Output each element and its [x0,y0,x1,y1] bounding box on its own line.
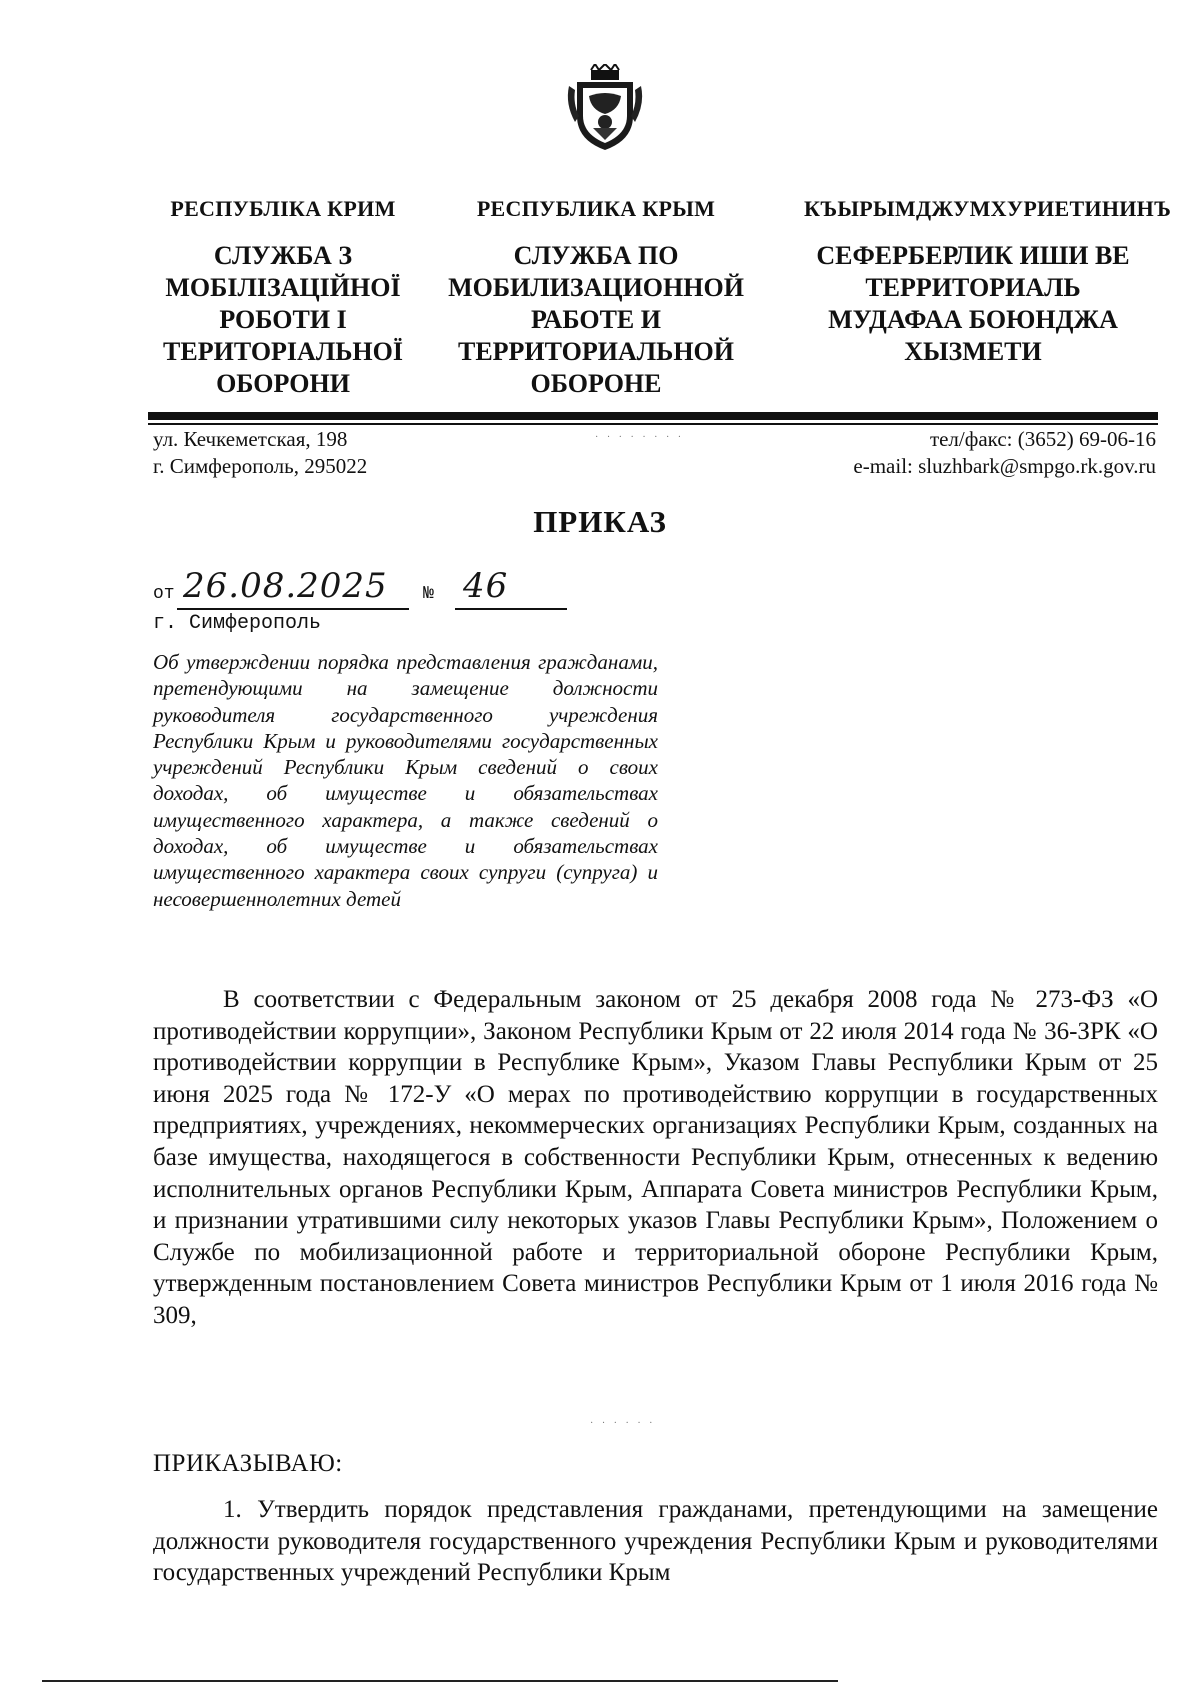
org-line: СЛУЖБА ПО [513,241,679,270]
date-number-line [153,564,573,614]
org-line: ОБОРОНИ [216,369,350,398]
header-divider-thick [148,412,1158,420]
org-line: ОБОРОНЕ [530,369,662,398]
org-line: ТЕРИТОРІАЛЬНОЇ [163,337,403,366]
header-org-ru [431,240,761,400]
header-org-crh [788,240,1158,368]
handwritten-number: 46 [463,566,509,606]
header-country-ua: РЕСПУБЛІКА КРИМ [170,196,396,221]
contact-email: e-mail: sluzhbark@smpgo.rk.gov.ru [853,454,1156,478]
org-line: ТЕРРИТОРИАЛЬНОЙ [457,337,734,366]
preamble-paragraph: В соответствии с Федеральным законом от 25 декабря 2008 года № 273-ФЗ «О противодействии коррупции», Законом Республики Крым от 22 июля 2014 года № 36-ЗРК «О противодействии коррупции в Республике Крым», Указом Главы Республики Крым от 25 июня 2025 года № 172-У «О мерах по противодействию коррупции в государственных предприятиях, учреждениях, некоммерческих организациях Республики Крым, созданных на базе имущества, находящегося в собственности Республики Крым, отнесенных к ведению исполнительных органов Республики Крым, Аппарата Совета министров Республики Крым, и признании утратившими силу некоторых указов Главы Республики Крым», Положением о Службе по мобилизационной работе и территориальной обороне Республики Крым, утвержденным постановлением Совета министров Республики Крым от 1 июля 2016 года № 309, [153,986,1158,1329]
scan-specks: · · · · · · · · [595,432,685,443]
letterhead-header [148,196,1172,406]
document-subject: Об утверждении порядка представления гражданами, претендующими на замещение должности руководителя государственного учреждения Республики Крым и руководителями государственных учреждений Республики Крым сведений о своих доходах, об имуществе и обязательствах имущественного характера, а также сведений о доходах, об имуществе и обязательствах имущественного характера своих супруги (супруга) и несовершеннолетних детей [153,650,658,911]
org-line: МОБИЛИЗАЦИОННОЙ [448,273,744,302]
date-prefix: от [153,584,175,604]
number-label: № [423,584,434,604]
address-block [153,426,367,480]
header-divider-thin [148,423,1158,425]
header-country-crh: КЪЫРЫМДЖУМХУРИЕТИНИНЪ [804,196,1172,221]
org-line: РАБОТЕ И [531,305,661,334]
contact-block [853,426,1156,480]
header-crimean-tatar [788,196,1172,368]
header-country-ru: РЕСПУБЛИКА КРЫМ [476,196,716,221]
org-line: МУДАФАА БОЮНДЖА [828,305,1118,334]
header-russian [431,196,761,400]
document-title: ПРИКАЗ [533,504,667,539]
order-item-1: 1. Утвердить порядок представления гражданами, претендующими на замещение должности руководителя государственного учреждения Республики Крым и руководителями государственных учреждений Республики Крым [153,1496,1158,1587]
org-line: РОБОТИ І [219,305,347,334]
org-line: СЛУЖБА З [213,241,353,270]
header-org-ua [148,240,418,400]
document-preamble [153,984,1158,1332]
date-underline [177,608,409,610]
page-bottom-rule [42,1680,838,1682]
crimea-coat-of-arms-icon [563,64,647,154]
org-line: СЕФЕРБЕРЛИК ИШИ ВЕ [816,241,1130,270]
address-city: г. Симферополь, 295022 [153,454,368,478]
org-line: ХЫЗМЕТИ [904,337,1042,366]
number-underline [455,608,567,610]
handwritten-date: 26.08.2025 [183,566,388,606]
org-line: ТЕРРИТОРИАЛЬ [865,273,1081,302]
contact-phone: тел/факс: (3652) 69-06-16 [929,427,1156,451]
document-city: г. Симферополь [153,612,322,635]
scan-specks: · · · · · · [590,1418,656,1429]
header-ukrainian [148,196,418,400]
order-heading: ПРИКАЗЫВАЮ: [153,1450,343,1477]
org-line: МОБІЛІЗАЦІЙНОЇ [165,273,401,302]
address-street: ул. Кечкеметская, 198 [153,427,348,451]
